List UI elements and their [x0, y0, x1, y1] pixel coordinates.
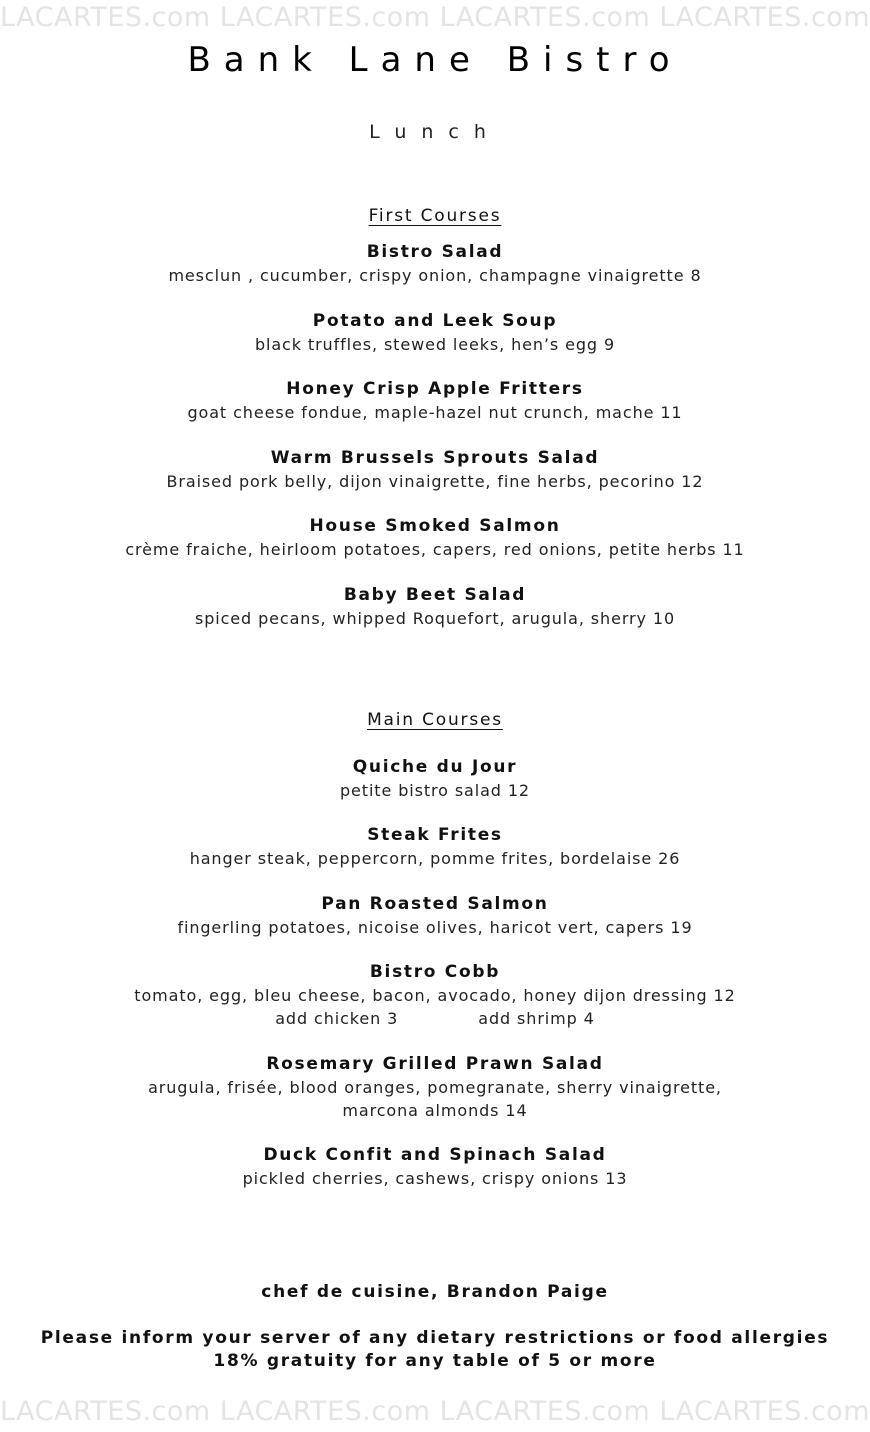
addon-chicken: add chicken 3 [275, 1009, 399, 1028]
item-description: Braised pork belly, dijon vinaigrette, fine herbs, pecorino 12 [166, 472, 704, 491]
menu-item [0, 961, 870, 1030]
item-description: crème fraiche, heirloom potatoes, capers, red onions, petite herbs 11 [125, 540, 745, 559]
item-name: House Smoked Salmon [309, 516, 561, 536]
first-courses-heading: First Courses [368, 206, 502, 226]
item-name: Bistro Cobb [369, 962, 501, 982]
item-name: Bistro Salad [366, 242, 504, 262]
restaurant-title: Bank Lane Bistro [187, 40, 683, 80]
item-description: goat cheese fondue, maple-hazel nut crunch, mache 11 [187, 403, 683, 422]
item-description-cont: marcona almonds 14 [342, 1101, 528, 1120]
item-description: black truffles, stewed leeks, hen’s egg 9 [254, 335, 616, 354]
item-description: arugula, frisée, blood oranges, pomegranate, sherry vinaigrette, [148, 1078, 722, 1097]
addon-shrimp: add shrimp 4 [478, 1009, 595, 1028]
item-name: Rosemary Grilled Prawn Salad [266, 1054, 604, 1074]
item-description: spiced pecans, whipped Roquefort, arugula, sherry 10 [194, 609, 676, 628]
menu-item [0, 447, 870, 493]
item-name: Warm Brussels Sprouts Salad [270, 448, 600, 468]
menu-item [0, 893, 870, 939]
item-description: petite bistro salad 12 [339, 781, 531, 800]
item-description: pickled cherries, cashews, crispy onions 13 [242, 1169, 628, 1188]
meal-label: Lunch [369, 121, 501, 143]
menu-item [0, 310, 870, 356]
item-description: hanger steak, peppercorn, pomme frites, bordelaise 26 [189, 849, 681, 868]
allergy-note: Please inform your server of any dietary restrictions or food allergies [40, 1328, 830, 1348]
item-name: Steak Frites [367, 825, 503, 845]
item-description: tomato, egg, bleu cheese, bacon, avocado, honey dijon dressing 12 [134, 986, 736, 1005]
item-name: Duck Confit and Spinach Salad [263, 1145, 607, 1165]
item-name: Quiche du Jour [352, 757, 518, 777]
item-description: fingerling potatoes, nicoise olives, haricot vert, capers 19 [177, 918, 693, 937]
footer-notes [0, 1327, 870, 1373]
menu-item [0, 1053, 870, 1122]
chef-credit: chef de cuisine, Brandon Paige [261, 1282, 609, 1302]
item-description: mesclun , cucumber, crispy onion, champagne vinaigrette 8 [168, 266, 702, 285]
menu-item [0, 584, 870, 630]
watermark-bottom: LACARTES.com LACARTES.com LACARTES.com LACARTES.com [0, 1396, 870, 1427]
menu-item [0, 515, 870, 561]
menu-item [0, 1144, 870, 1190]
item-name: Potato and Leek Soup [312, 311, 558, 331]
gratuity-note: 18% gratuity for any table of 5 or more [213, 1351, 657, 1371]
menu-item [0, 824, 870, 870]
menu-item [0, 756, 870, 802]
item-name: Baby Beet Salad [343, 585, 527, 605]
item-name: Pan Roasted Salmon [321, 894, 549, 914]
main-courses-heading: Main Courses [367, 710, 503, 730]
menu-item [0, 378, 870, 424]
menu-item [0, 241, 870, 287]
item-name: Honey Crisp Apple Fritters [286, 379, 584, 399]
watermark-top: LACARTES.com LACARTES.com LACARTES.com LACARTES.com [0, 2, 870, 33]
item-addons [0, 1007, 870, 1030]
